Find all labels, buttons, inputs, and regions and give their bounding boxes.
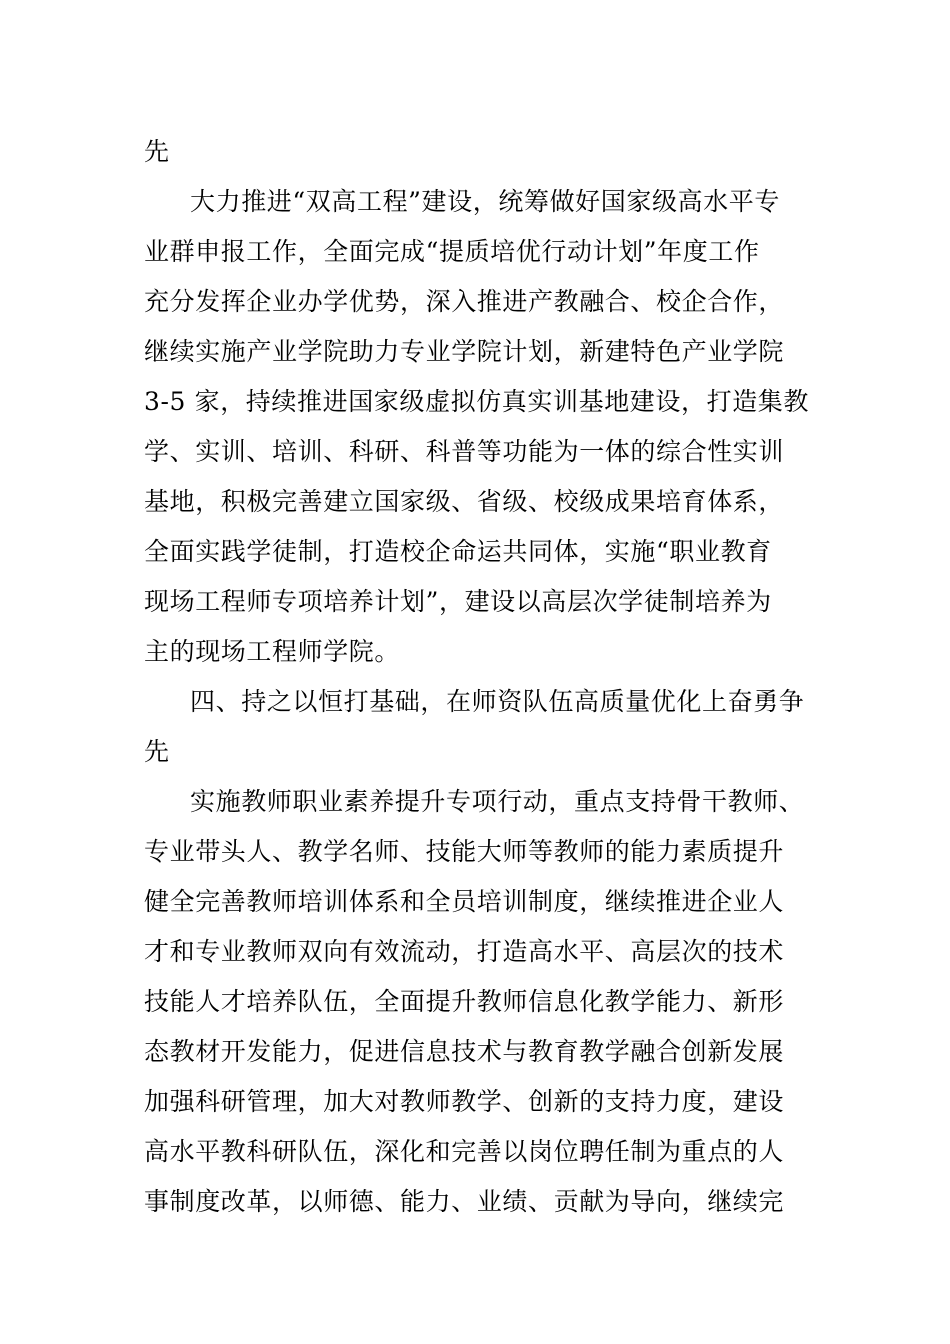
text-line: 充分发挥企业办学优势，深入推进产教融合、校企合作， [144,287,785,316]
text-line: 大力推进“双高工程”建设，统筹做好国家级高水平专 [190,187,780,216]
text-line: 现场工程师专项培养计划”，建设以高层次学徒制培养为 [144,587,772,616]
text-line: 继续实施产业学院助力专业学院计划，新建特色产业学院 [144,337,785,366]
text-line: 健全完善教师培训体系和全员培训制度，继续推进企业人 [144,887,785,916]
text-line: 加强科研管理，加大对教师教学、创新的支持力度，建设 [144,1087,785,1116]
text-line: 学、实训、培训、科研、科普等功能为一体的综合性实训 [144,437,785,466]
text-line: 实施教师职业素养提升专项行动，重点支持骨干教师、 [190,787,805,816]
text-line: 业群申报工作，全面完成“提质培优行动计划”年度工作 [144,237,760,266]
text-line: 专业带头人、教学名师、技能大师等教师的能力素质提升 [144,837,785,866]
section-heading: 四、持之以恒打基础，在师资队伍高质量优化上奋勇争 [190,687,805,716]
document-body [144,127,824,1227]
text-line: 高水平教科研队伍，深化和完善以岗位聘任制为重点的人 [144,1137,785,1166]
text-line: 技能人才培养队伍，全面提升教师信息化教学能力、新形 [144,987,785,1016]
text-line: 事制度改革，以师德、能力、业绩、贡献为导向，继续完 [144,1187,785,1216]
text-line: 基地，积极完善建立国家级、省级、校级成果培育体系， [144,487,785,516]
text-line: 先 [144,137,170,166]
text-line: 主的现场工程师学院。 [144,637,401,666]
section-heading: 先 [144,737,170,766]
text-line: 全面实践学徒制，打造校企命运共同体，实施“职业教育 [144,537,772,566]
text-line: 才和专业教师双向有效流动，打造高水平、高层次的技术 [144,937,785,966]
text-line: 3-5 家，持续推进国家级虚拟仿真实训基地建设，打造集教 [144,387,810,416]
text-line: 态教材开发能力，促进信息技术与教育教学融合创新发展 [144,1037,785,1066]
